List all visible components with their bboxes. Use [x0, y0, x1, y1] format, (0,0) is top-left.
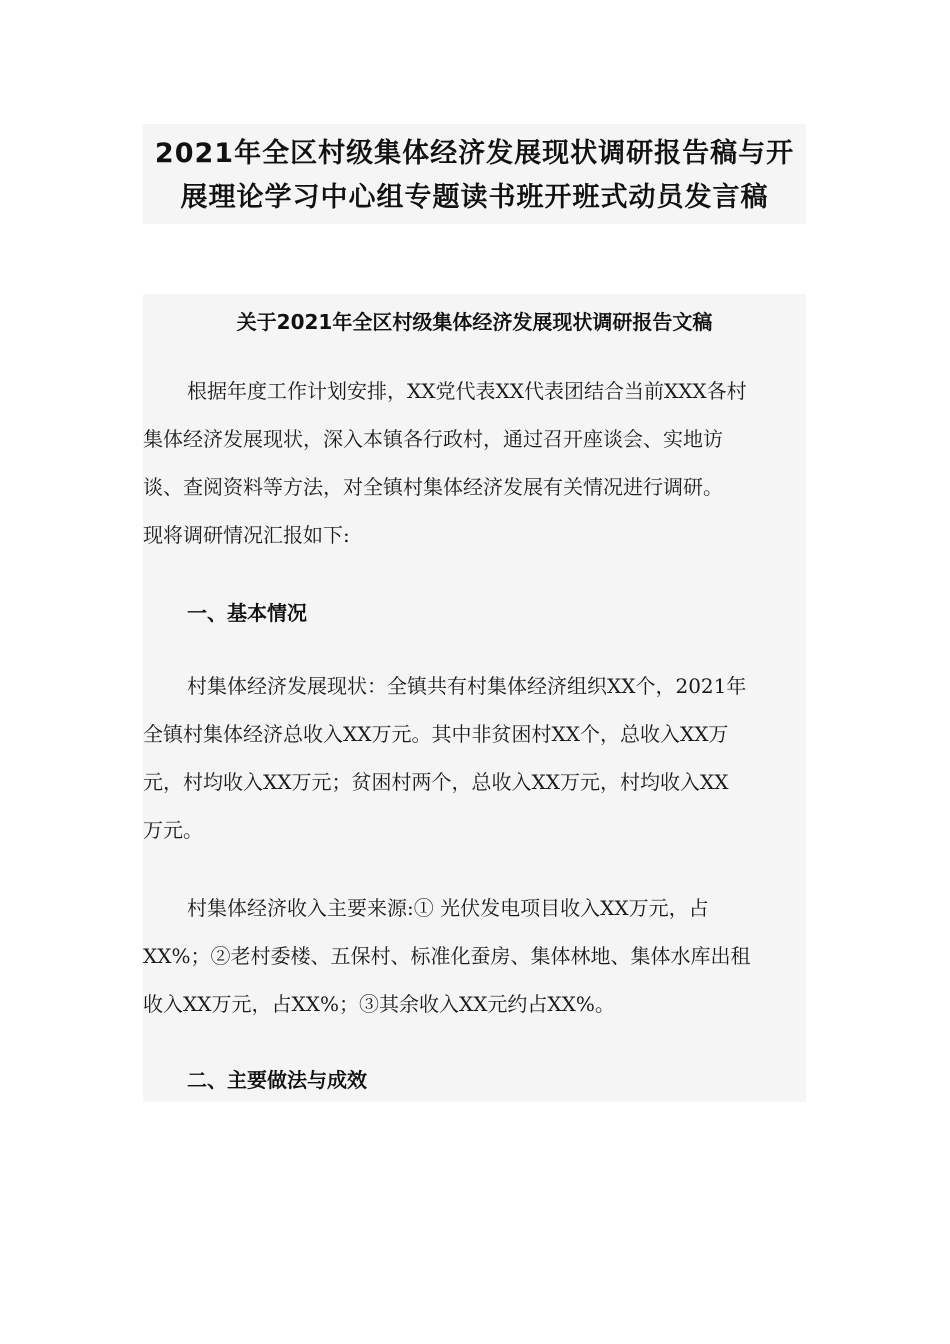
intro-line-4: 现将调研情况汇报如下: — [143, 523, 350, 547]
document-title — [143, 124, 806, 220]
income-line-1: 村集体经济收入主要来源:① 光伏发电项目收入XX万元，占 — [187, 896, 709, 920]
title-line-2: 展理论学习中心组专题读书班开班式动员发言稿 — [180, 182, 769, 213]
income-paragraph — [143, 884, 806, 1028]
intro-line-2: 集体经济发展现状，深入本镇各行政村，通过召开座谈会、实地访 — [143, 427, 723, 451]
section-heading-practices: 二、主要做法与成效 — [187, 1068, 367, 1092]
income-line-2: XX%；②老村委楼、五保村、标准化蚕房、集体林地、集体水库出租 — [143, 944, 751, 968]
title-block — [143, 124, 806, 224]
intro-line-3: 谈、查阅资料等方法，对全镇村集体经济发展有关情况进行调研。 — [143, 475, 723, 499]
intro-line-1: 根据年度工作计划安排，XX党代表XX代表团结合当前XXX各村 — [187, 379, 747, 403]
status-paragraph — [143, 662, 806, 854]
section-heading-basic: 一、基本情况 — [187, 601, 307, 625]
status-line-2: 全镇村集体经济总收入XX万元。其中非贫困村XX个，总收入XX万 — [143, 722, 729, 746]
title-line-1: 2021年全区村级集体经济发展现状调研报告稿与开 — [154, 138, 795, 169]
document-body — [143, 294, 806, 1102]
document-subtitle: 关于2021年全区村级集体经济发展现状调研报告文稿 — [236, 310, 713, 334]
status-line-1: 村集体经济发展现状：全镇共有村集体经济组织XX个，2021年 — [187, 674, 747, 698]
status-line-3: 元，村均收入XX万元；贫困村两个，总收入XX万元，村均收入XX — [143, 770, 729, 794]
status-line-4: 万元。 — [143, 818, 203, 842]
income-line-3: 收入XX万元，占XX%；③其余收入XX元约占XX%。 — [143, 992, 615, 1016]
intro-paragraph — [143, 367, 806, 559]
